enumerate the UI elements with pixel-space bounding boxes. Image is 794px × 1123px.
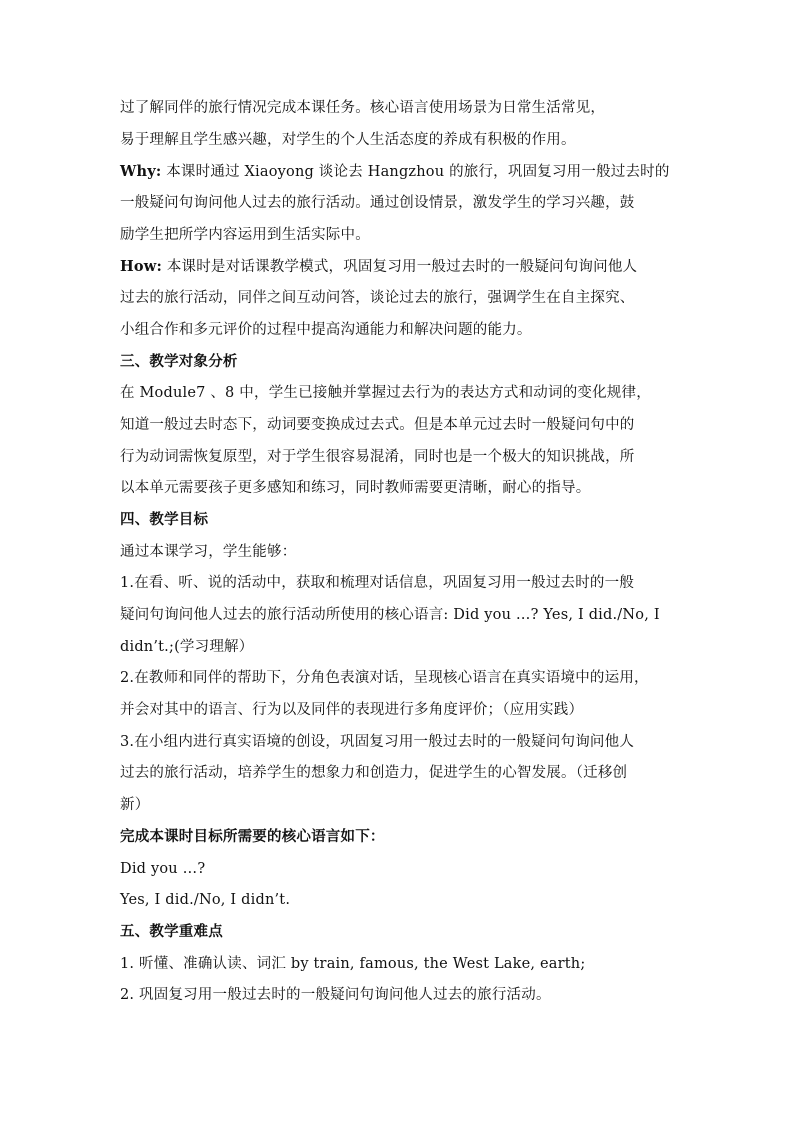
- text-line: 易于理解且学生感兴趣，对学生的个人生活态度的养成有积极的作用。: [120, 131, 576, 148]
- text-line: 行为动词需恢复原型，对于学生很容易混淆，同时也是一个极大的知识挑战，所: [120, 448, 635, 465]
- section-heading: 四、教学目标: [120, 511, 209, 528]
- text-line: Yes, I did./No, I didn’t.: [120, 892, 291, 909]
- text-line: [120, 251, 682, 283]
- section-heading: 三、教学对象分析: [120, 353, 238, 370]
- text-line: 并会对其中的语言、行为以及同伴的表现进行多角度评价；（应用实践）: [120, 702, 584, 719]
- text-line: 过去的旅行活动，同伴之间互动问答，谈论过去的旅行，强调学生在自主探究、: [120, 290, 635, 307]
- text-line: 1. 听懂、准确认读、词汇 by train, famous, the West Lake, earth;: [120, 955, 586, 972]
- text-line: 过去的旅行活动，培养学生的想象力和创造力，促进学生的心智发展。（迁移创: [120, 765, 628, 782]
- text-line: 3.在小组内进行真实语境的创设，巩固复习用一般过去时的一般疑问句询问他人: [120, 733, 635, 750]
- text-line: [120, 156, 682, 188]
- how-label: How:: [120, 258, 163, 276]
- text-line: 一般疑问句询问他人过去的旅行活动。通过创设情景，激发学生的学习兴趣，鼓: [120, 195, 635, 212]
- how-text: 本课时是对话课教学模式，巩固复习用一般过去时的一般疑问句询问他人: [162, 259, 638, 276]
- text-line: 在 Module7 、8 中，学生已接触并掌握过去行为的表达方式和动词的变化规律，: [120, 385, 651, 402]
- text-line: 疑问句询问他人过去的旅行活动所使用的核心语言: Did you …? Yes, I did./No, I: [120, 607, 660, 623]
- text-line: 通过本课学习，学生能够：: [120, 543, 297, 560]
- text-line: 2. 巩固复习用一般过去时的一般疑问句询问他人过去的旅行活动。: [120, 987, 551, 1004]
- text-line: 知道一般过去时态下，动词要变换成过去式。但是本单元过去时一般疑问句中的: [120, 416, 635, 433]
- text-line: 新）: [120, 797, 150, 814]
- section-heading: 五、教学重难点: [120, 923, 223, 940]
- text-line: 以本单元需要孩子更多感知和练习，同时教师需要更清晰，耐心的指导。: [120, 480, 591, 497]
- document-page: [120, 93, 682, 1012]
- text-line: 1.在看、听、说的活动中，获取和梳理对话信息，巩固复习用一般过去时的一般: [120, 575, 635, 592]
- why-text: 本课时通过 Xiaoyong 谈论去 Hangzhou 的旅行，巩固复习用一般过去时的: [161, 164, 670, 181]
- text-line: 励学生把所学内容运用到生活实际中。: [120, 226, 370, 243]
- text-line: 2.在教师和同伴的帮助下，分角色表演对话，呈现核心语言在真实语境中的运用，: [120, 670, 649, 687]
- text-line: 小组合作和多元评价的过程中提高沟通能力和解决问题的能力。: [120, 321, 532, 338]
- text-line: 过了解同伴的旅行情况完成本课任务。核心语言使用场景为日常生活常见，: [120, 100, 606, 116]
- text-line: didn’t.;(学习理解）: [120, 638, 254, 655]
- section-heading: 完成本课时目标所需要的核心语言如下：: [120, 828, 385, 845]
- why-label: Why:: [120, 163, 162, 181]
- text-line: Did you …?: [120, 860, 206, 877]
